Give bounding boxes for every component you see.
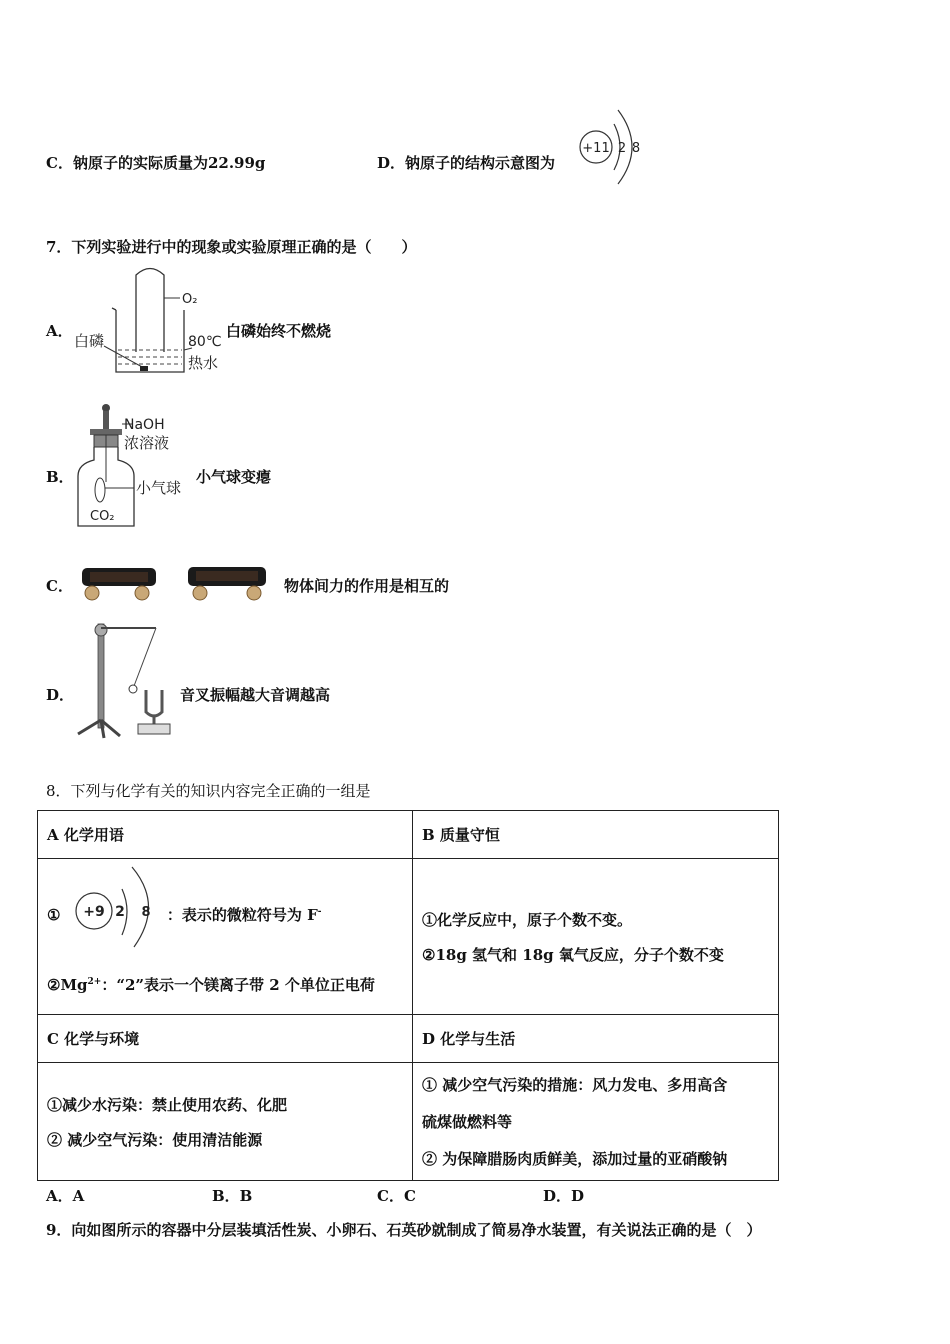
group-d-line-1-cont: 硫煤做燃料等 [422,1113,513,1131]
group-a-header: A 化学用语 [38,811,413,859]
group-b-header: B 质量守恒 [413,811,779,859]
temperature-label: 80℃ [188,334,222,350]
q6-option-c: C．钠原子的实际质量为22.99g [46,154,266,172]
q7-d-text: 音叉振幅越大音调越高 [180,686,331,704]
group-d-line-1: ① 减少空气污染的措施：风力发电、多用高含 [422,1076,728,1094]
group-a-line-1-text: ：表示的微粒符号为 F [166,906,318,924]
q6-option-d: D．钠原子的结构示意图为 [377,154,556,172]
group-c-line-1: ①减少水污染：禁止使用农药、化肥 [47,1095,288,1114]
group-b-content [413,859,779,1015]
magnet-cars-image [76,562,276,604]
group-c-content [38,1063,413,1181]
q8-option-d: D．D [543,1187,585,1205]
q9-question: 9．向如图所示的容器中分层装填活性炭、小卵石、石英砂就制成了简易净水装置，有关说法正确的是（ ） [46,1221,762,1239]
q8-option-b: B．B [212,1187,253,1205]
q7-a-text: 白磷始终不燃烧 [226,322,332,340]
fluorine-shell-1-count: 2 [115,904,125,920]
q8-question: 8．下列与化学有关的知识内容完全正确的一组是 [46,782,371,800]
magnesium-symbol: ②Mg [47,976,88,994]
sodium-nucleus-label: +11 [582,141,610,156]
group-d-header: D 化学与生活 [413,1015,779,1063]
hot-water-label: 热水 [188,354,219,372]
group-d-line-2: ② 为保障腊肠肉质鲜美，添加过量的亚硝酸钠 [422,1150,728,1168]
co2-balloon-bottle-diagram [76,402,196,530]
q7-d-letter: D． [46,686,75,704]
q8-option-a: A．A [46,1187,85,1205]
group-d-content [413,1063,779,1181]
knowledge-table [37,810,779,1181]
q7-question: 7．下列实验进行中的现象或实验原理正确的是（ ） [46,238,417,256]
sodium-shell-1-count: 2 [617,141,627,156]
group-b-line-1: ①化学反应中，原子个数不变。 [422,910,633,929]
tuning-fork-pendulum-diagram [74,616,184,740]
q7-c-letter: C． [46,577,73,595]
group-a-content [38,859,413,1015]
q7-b-text: 小气球变瘪 [196,468,272,486]
group-a-line-1-number: ① [47,906,61,924]
fluoride-charge: - [317,907,322,917]
q8-option-c: C．C [377,1187,416,1205]
magnesium-charge: 2+ [87,977,102,987]
naoh-label: NaOH [124,417,165,433]
q7-a-letter: A． [46,322,73,340]
group-b-line-2: ②18g 氢气和 18g 氧气反应，分子个数不变 [422,945,724,964]
concentrated-solution-label: 浓溶液 [124,434,170,452]
group-a-line-2 [47,974,375,995]
phosphorus-beaker-diagram [74,268,224,378]
fluorine-ion-diagram [74,863,174,947]
q7-b-letter: B． [46,468,74,486]
carbon-dioxide-label: CO₂ [90,509,115,524]
fluorine-shell-2-count: 8 [141,905,151,920]
group-c-header: C 化学与环境 [38,1015,413,1063]
q7-c-text: 物体间力的作用是相互的 [284,577,450,595]
fluorine-nucleus-label: +9 [83,904,105,920]
sodium-atom-diagram [578,104,650,190]
group-a-line-2-text: ：“2”表示一个镁离子带 2 个单位正电荷 [101,976,375,994]
group-c-line-2: ② 减少空气污染：使用清洁能源 [47,1130,263,1149]
white-phosphorus-label: 白磷 [74,332,105,350]
sodium-shell-2-count: 8 [631,141,641,156]
balloon-label: 小气球 [136,479,182,497]
oxygen-label: O₂ [182,292,198,307]
